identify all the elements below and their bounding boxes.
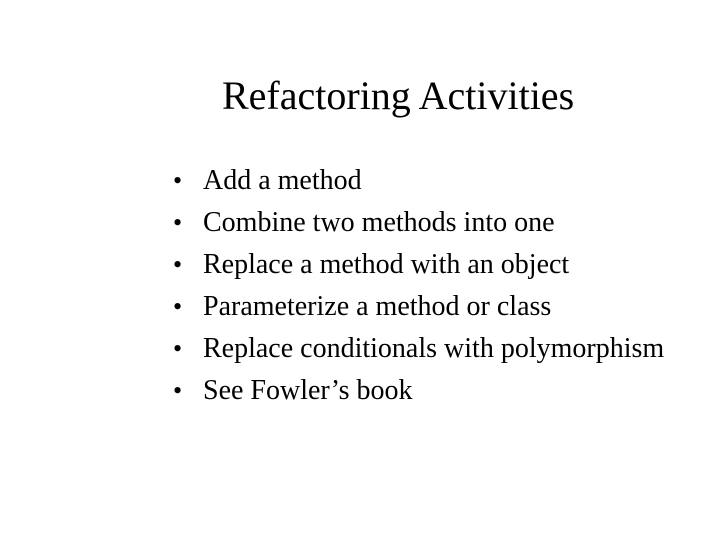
bullet-icon: • <box>173 208 183 237</box>
bullet-item <box>0 244 683 286</box>
bullet-icon: • <box>173 250 183 279</box>
bullet-text: Replace conditionals with polymorphism <box>203 333 665 364</box>
bullet-text: Parameterize a method or class <box>203 291 552 322</box>
bullet-list <box>0 160 720 412</box>
bullet-text: Replace a method with an object <box>203 249 570 280</box>
bullet-text: Add a method <box>203 165 362 196</box>
bullet-text: See Fowler’s book <box>203 375 413 406</box>
bullet-icon: • <box>173 292 183 321</box>
bullet-item <box>0 286 683 328</box>
bullet-item <box>0 370 683 412</box>
bullet-icon: • <box>173 376 183 405</box>
bullet-icon: • <box>173 166 183 195</box>
bullet-item <box>0 202 683 244</box>
bullet-item <box>0 328 683 370</box>
slide-title: Refactoring Activities <box>222 73 575 118</box>
bullet-icon: • <box>173 334 183 363</box>
bullet-text: Combine two methods into one <box>203 207 555 238</box>
bullet-item <box>0 160 683 202</box>
